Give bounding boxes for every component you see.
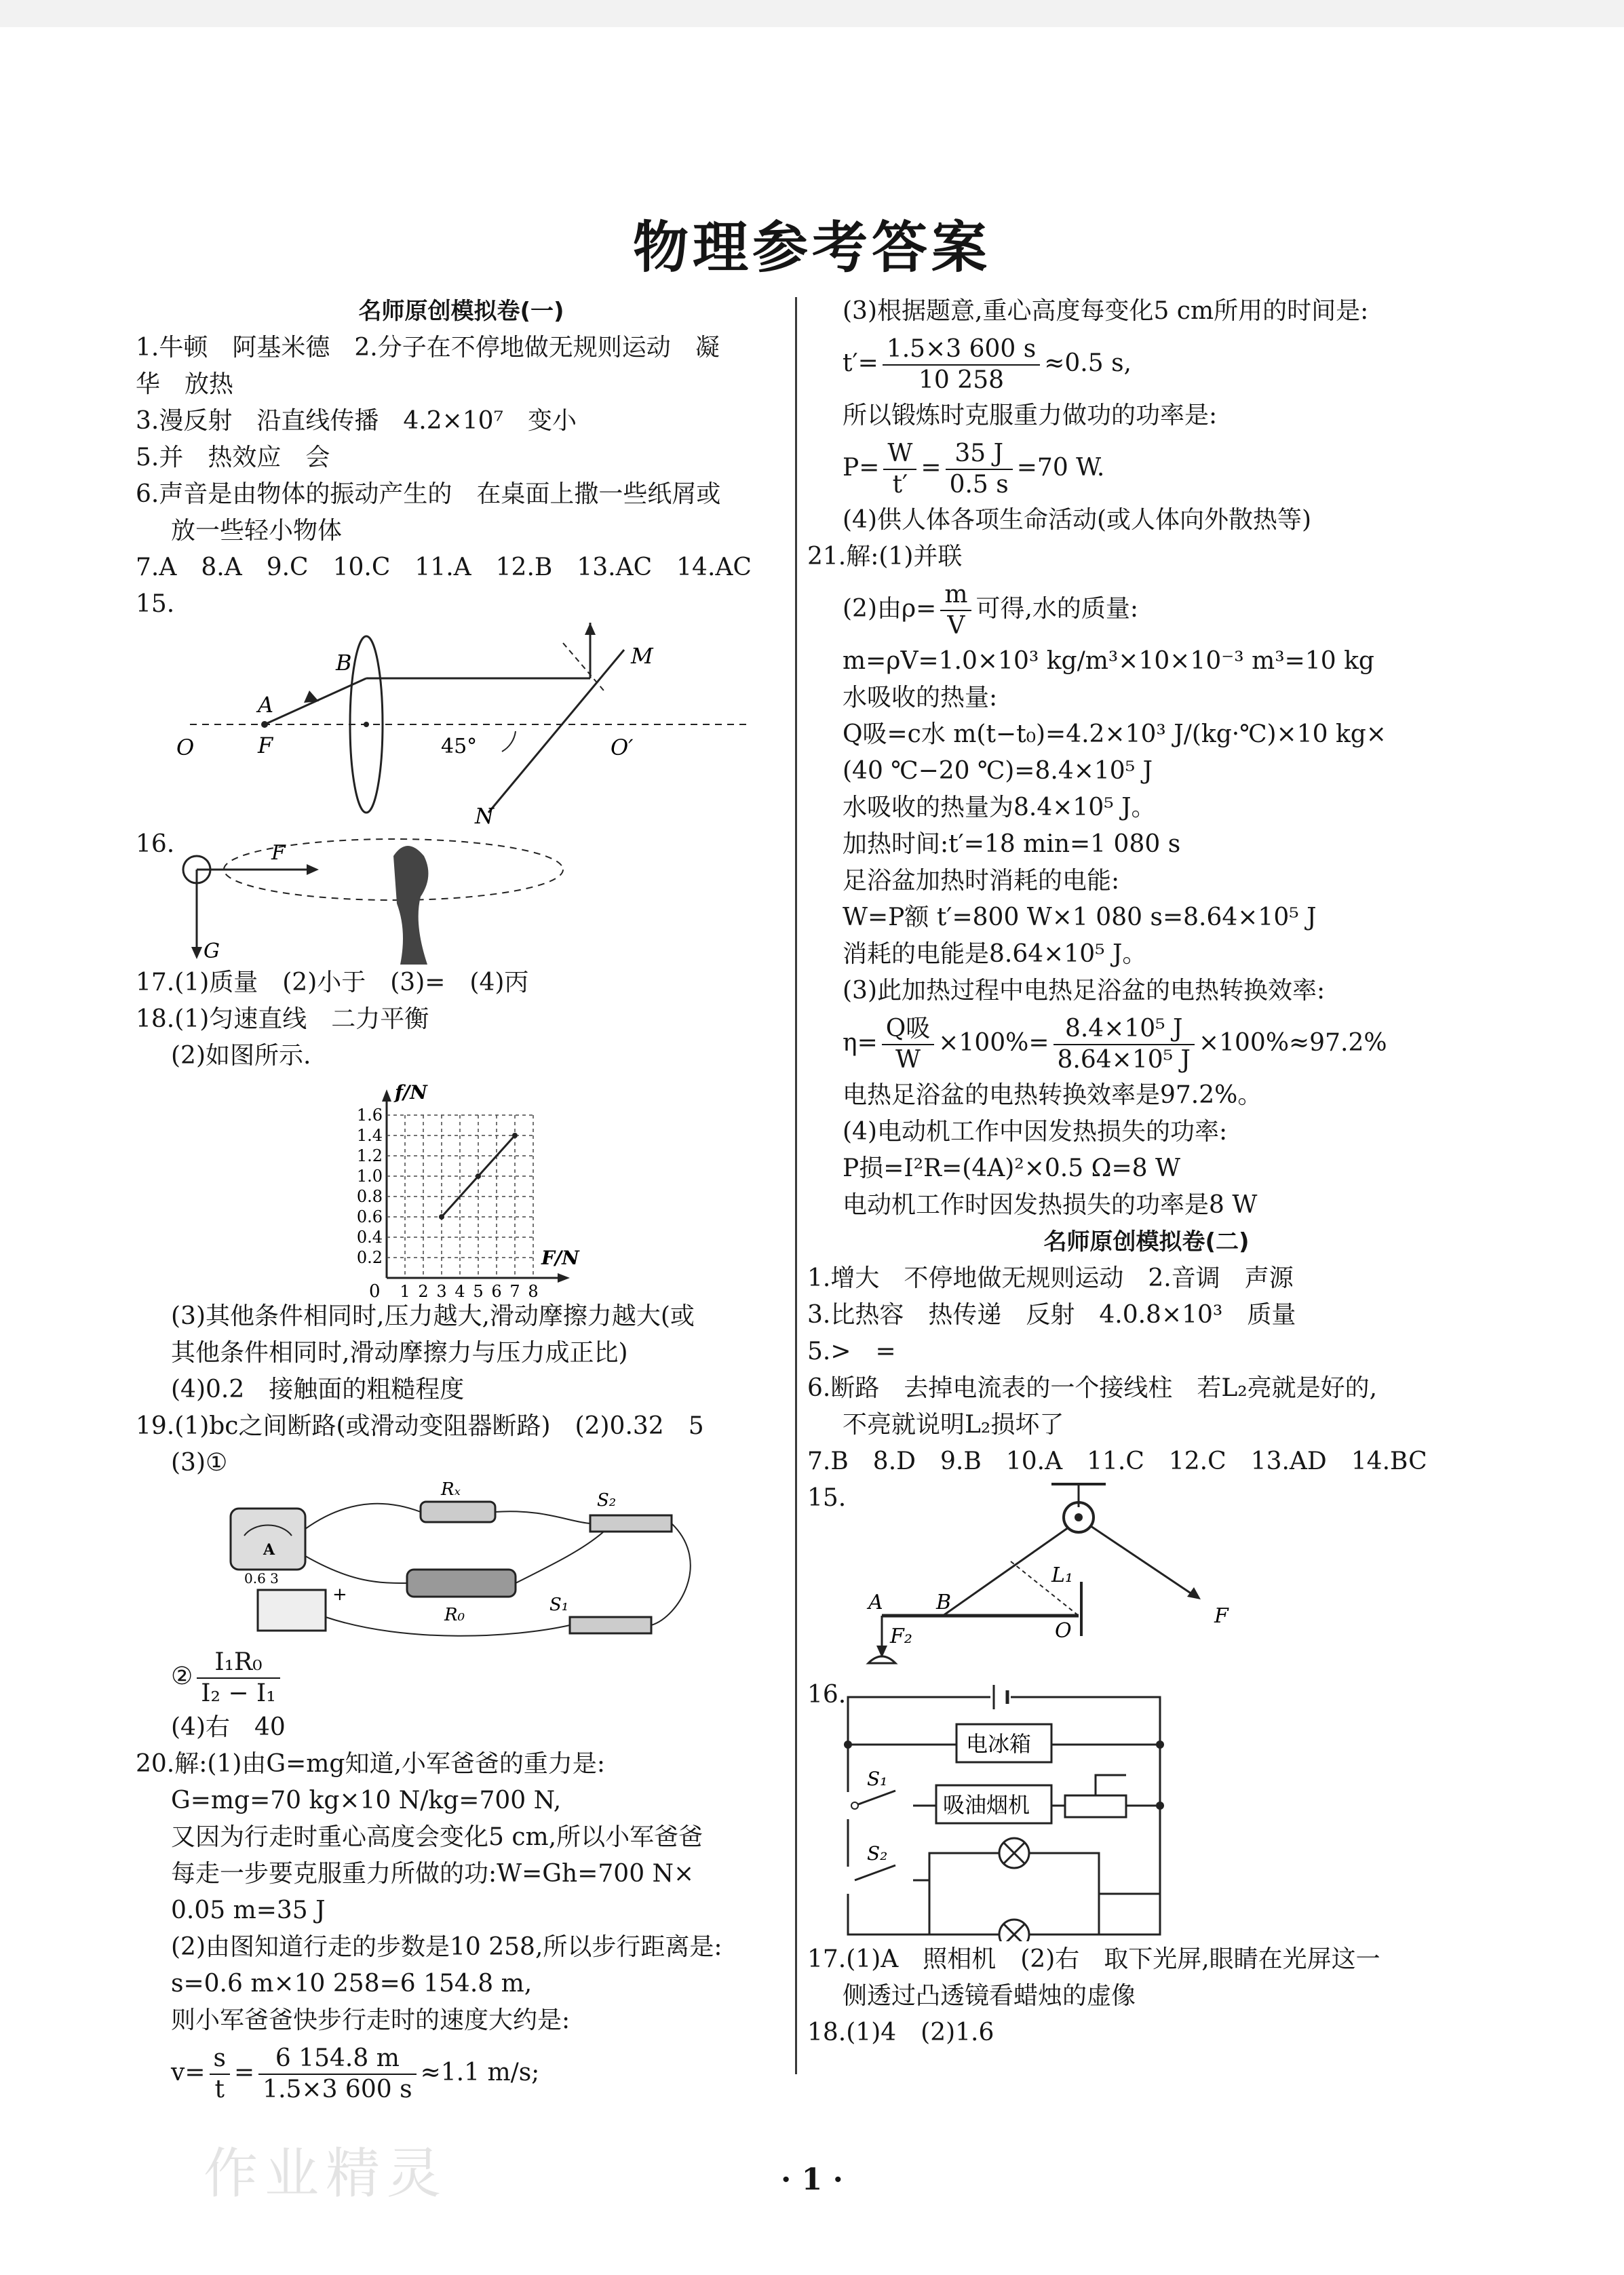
answer-line: 5.> = <box>807 1338 896 1365</box>
y-tick: 1.0 <box>356 1167 383 1186</box>
answer-line: 3.漫反射 沿直线传播 4.2×10⁷ 变小 <box>136 407 577 435</box>
y-tick: 1.6 <box>356 1106 383 1125</box>
section-title-1: 名师原创模拟卷(一) <box>358 298 564 325</box>
y-tick: 0.6 <box>356 1207 383 1226</box>
junction <box>1156 1802 1164 1810</box>
velocity-formula: v= $\frac{s}{t}$ = $\frac{6 154.8 m}{1.5\times 3 600 s}$ ≈1.1 m/s; <box>171 2044 540 2103</box>
y-tick: 0.2 <box>356 1248 383 1267</box>
resistor-Rx <box>421 1502 495 1522</box>
arrow-head <box>304 691 319 703</box>
answer-line: (2)如图所示. <box>171 1042 311 1070</box>
battery <box>258 1590 326 1631</box>
answer-line: 6.声音是由物体的振动产生的 在桌面上撒一些纸屑或 <box>136 480 721 508</box>
answer-line: P损=I²R=(4A)²×0.5 Ω=8 W <box>843 1154 1180 1182</box>
page-title: 物理参考答案 <box>632 215 991 280</box>
answer-line: G=mg=70 kg×10 N/kg=700 N, <box>171 1787 562 1814</box>
rope <box>943 1528 1068 1616</box>
circuit-photo-diagram <box>136 1481 787 1644</box>
pulley-axle <box>1075 1513 1083 1521</box>
question-number: 16. <box>136 830 175 858</box>
optical-center <box>364 722 369 727</box>
hood-label: 吸油烟机 <box>943 1792 1030 1818</box>
answer-line: (4)右 40 <box>171 1713 286 1741</box>
label-A: A <box>868 1591 883 1614</box>
answer-line: s=0.6 m×10 258=6 154.8 m, <box>171 1970 533 1998</box>
section-title-2: 名师原创模拟卷(二) <box>1043 1228 1250 1256</box>
circuit-diagram <box>807 1677 1486 1941</box>
label-F2: F₂ <box>890 1625 912 1648</box>
answer-line: (3)① <box>171 1449 228 1477</box>
junction <box>844 1741 852 1749</box>
lens-diagram <box>136 623 787 826</box>
battery-plus: + <box>332 1584 347 1605</box>
right-column <box>807 293 1486 2051</box>
switch-S1 <box>570 1617 651 1633</box>
circled-2: ② <box>171 1662 193 1690</box>
answer-line: 消耗的电能是8.64×10⁵ J。 <box>843 940 1147 968</box>
answer-line: 1.牛顿 阿基米德 2.分子在不停地做无规则运动 凝 <box>136 334 720 362</box>
answer-line: 则小军爸爸快步行走时的速度大约是: <box>171 2006 571 2034</box>
arrow-head <box>307 864 319 875</box>
arrow-head <box>558 1273 570 1283</box>
answer-line: 水吸收的热量为8.4×10⁵ J。 <box>843 794 1156 821</box>
x-tick: 7 <box>509 1282 520 1298</box>
label-B: B <box>936 1591 952 1614</box>
x-tick: 4 <box>455 1282 465 1298</box>
answer-line: (2)由图知道行走的步数是10 258,所以步行距离是: <box>171 1933 722 1961</box>
label-B: B <box>336 650 352 676</box>
label-G: G <box>204 939 220 963</box>
answer-line: Q吸=c水 m(t−t₀)=4.2×10³ J/(kg·℃)×10 kg× <box>843 720 1387 748</box>
rope-pull <box>1091 1526 1194 1595</box>
answer-line: 所以锻炼时克服重力做功的功率是: <box>843 402 1218 429</box>
wire <box>516 1532 604 1583</box>
plane-mirror <box>488 650 624 813</box>
answer-line: 水吸收的热量: <box>843 684 998 712</box>
question-number: 15. <box>136 590 175 618</box>
answer-line: (3)其他条件相同时,压力越大,滑动摩擦力越大(或 <box>171 1302 695 1330</box>
answer-line: 21.解:(1)并联 <box>807 543 963 570</box>
label-A: A <box>258 692 274 718</box>
label-O: O <box>176 735 195 760</box>
answer-line: 华 放热 <box>136 370 234 398</box>
column-divider <box>795 297 797 2074</box>
power-formula: P= $\frac{W}{t'}$ = $\frac{35 J}{0.5 s}$ =70 W. <box>843 440 1105 499</box>
label-angle: 45° <box>441 735 478 758</box>
x-label: F/N <box>541 1247 579 1269</box>
answer-formula <box>136 1644 787 1709</box>
answer-line: 电动机工作时因发热损失的功率是8 W <box>843 1191 1258 1219</box>
x-tick: 3 <box>436 1282 447 1298</box>
resistor-R0 <box>407 1570 516 1597</box>
answer-line: (3)此加热过程中电热足浴盆的电热转换效率: <box>843 977 1326 1005</box>
answer-line: 18.(1)匀速直线 二力平衡 <box>136 1005 429 1033</box>
label-L1: L₁ <box>1051 1563 1073 1587</box>
watermark: 作业精灵 <box>204 2142 448 2205</box>
density-formula: (2)由ρ= $\frac{m}{V}$ 可得,水的质量: <box>843 581 1139 640</box>
y-tick: 1.2 <box>356 1146 383 1165</box>
y-label: f/N <box>395 1081 427 1104</box>
answer-line: 侧透过凸透镜看蜡烛的虚像 <box>843 1982 1136 2010</box>
efficiency-formula: η= $\frac{\text{Q吸}}{W}$ ×100%= $\frac{\text{8.4×10⁵ J}}{\text{8.64×10⁵ J}}$ ×100%≈97.2% <box>843 1015 1387 1074</box>
fridge-label: 电冰箱 <box>966 1731 1032 1757</box>
data-point <box>439 1214 444 1220</box>
wire <box>305 1504 421 1529</box>
lever-diagram <box>807 1480 1486 1677</box>
ammeter <box>231 1509 305 1570</box>
answer-line: (40 ℃−20 ℃)=8.4×10⁵ J <box>843 757 1153 785</box>
friction-graph <box>136 1074 787 1298</box>
answer-line: 1.增大 不停地做无规则运动 2.音调 声源 <box>807 1264 1294 1292</box>
label-S2: S₂ <box>867 1842 888 1865</box>
answer-line: 足浴盆加热时消耗的电能: <box>843 867 1120 895</box>
data-point <box>476 1173 481 1179</box>
force-diagram <box>136 829 787 965</box>
normal-line <box>563 643 604 691</box>
answer-line: 7.A 8.A 9.C 10.C 11.A 12.B 13.AC 14.AC <box>136 553 752 581</box>
label-F: F <box>271 841 286 865</box>
switch-S2 <box>590 1515 672 1532</box>
label-F: F <box>258 733 273 758</box>
answer-line: 18.(1)4 (2)1.6 <box>807 2019 994 2046</box>
label-S1: S₁ <box>867 1768 888 1790</box>
angle-arc <box>502 731 516 752</box>
answer-line: (4)供人体各项生命活动(或人体向外散热等) <box>843 506 1312 534</box>
wire <box>495 1511 590 1523</box>
origin-label: 0 <box>369 1281 381 1298</box>
x-tick: 5 <box>473 1282 484 1298</box>
answer-line: 17.(1)A 照相机 (2)右 取下光屏,眼睛在光屏这一 <box>807 1945 1380 1973</box>
answer-line: 7.B 8.D 9.B 10.A 11.C 12.C 13.AD 14.BC <box>807 1447 1427 1475</box>
answer-line: W=P额 t′=800 W×1 080 s=8.64×10⁵ J <box>843 903 1317 931</box>
answer-line: 5.并 热效应 会 <box>136 444 330 471</box>
switch-terminal <box>851 1802 858 1809</box>
scan-top-strip <box>0 0 1624 27</box>
hand-icon <box>393 846 428 965</box>
answer-line: 放一些轻小物体 <box>171 517 343 545</box>
answer-line: 又因为行走时重心高度会变化5 cm,所以小军爸爸 <box>171 1823 703 1851</box>
y-tick: 0.8 <box>356 1187 383 1206</box>
label-O: O <box>1055 1619 1072 1643</box>
x-tick: 6 <box>491 1282 502 1298</box>
lamp-icon <box>868 1656 895 1663</box>
y-tick: 0.4 <box>356 1228 383 1247</box>
label-S2: S₂ <box>597 1490 617 1511</box>
label-R0: R₀ <box>444 1605 465 1625</box>
x-tick: 1 <box>400 1282 410 1298</box>
question-number: 16. <box>807 1681 847 1709</box>
answer-line: 其他条件相同时,滑动摩擦力与压力成正比) <box>171 1339 628 1367</box>
answer-line: m=ρV=1.0×10³ kg/m³×10×10⁻³ m³=10 kg <box>843 647 1374 675</box>
x-tick: 2 <box>418 1282 429 1298</box>
answer-line: 20.解:(1)由G=mg知道,小军爸爸的重力是: <box>136 1750 606 1778</box>
arrow-head <box>191 947 202 959</box>
answer-line: 17.(1)质量 (2)小于 (3)= (4)丙 <box>136 969 529 996</box>
page-number: · 1 · <box>781 2162 843 2197</box>
answer-line: 3.比热容 热传递 反射 4.0.8×10³ 质量 <box>807 1301 1296 1329</box>
answer-line: 加热时间:t′=18 min=1 080 s <box>843 830 1181 858</box>
data-point <box>512 1133 518 1138</box>
time-formula: t′= $\frac{1.5\times 3 600 s}{10 258}$ ≈0.5 s, <box>843 335 1132 394</box>
label-O-prime: O′ <box>611 735 634 760</box>
answer-line: 19.(1)bc之间断路(或滑动变阻器断路) (2)0.32 5 <box>136 1412 704 1440</box>
wire <box>305 1556 407 1583</box>
rheostat <box>1065 1795 1126 1817</box>
answer-line: (4)电动机工作中因发热损失的功率: <box>843 1118 1228 1146</box>
x-tick: 8 <box>528 1282 539 1298</box>
junction <box>1156 1741 1164 1749</box>
label-S1: S₁ <box>549 1595 569 1615</box>
answer-line: 6.断路 去掉电流表的一个接线柱 若L₂亮就是好的, <box>807 1374 1378 1402</box>
focus-point <box>261 721 268 728</box>
question-number: 15. <box>807 1484 847 1512</box>
label-M: M <box>631 643 653 669</box>
arrow-head <box>382 1089 391 1102</box>
answer-line: 0.05 m=35 J <box>171 1897 326 1924</box>
ammeter-label: A <box>263 1541 275 1559</box>
rheostat-slider <box>1096 1775 1126 1795</box>
label-F: F <box>1214 1604 1229 1628</box>
left-column <box>136 293 787 2107</box>
label-N: N <box>475 803 494 826</box>
answer-line: (3)根据题意,重心高度每变化5 cm所用的时间是: <box>843 297 1369 325</box>
answer-line: (4)0.2 接触面的粗糙程度 <box>171 1376 465 1403</box>
answer-line: 电热足浴盆的电热转换效率是97.2%。 <box>843 1081 1262 1109</box>
ammeter-scale: 0.6 3 <box>244 1570 279 1587</box>
arrow-head <box>585 623 596 635</box>
lamp-icon <box>999 1920 1029 1941</box>
wire <box>651 1523 691 1625</box>
y-tick: 1.4 <box>356 1126 383 1145</box>
answer-line: 每走一步要克服重力所做的功:W=Gh=700 N× <box>171 1860 695 1888</box>
fraction: $\frac{\text{I₁R₀}}{\text{I₂ − I₁}}$ <box>197 1648 279 1709</box>
answer-line: 不亮就说明L₂损坏了 <box>843 1411 1064 1439</box>
label-Rx: Rₓ <box>441 1481 461 1500</box>
